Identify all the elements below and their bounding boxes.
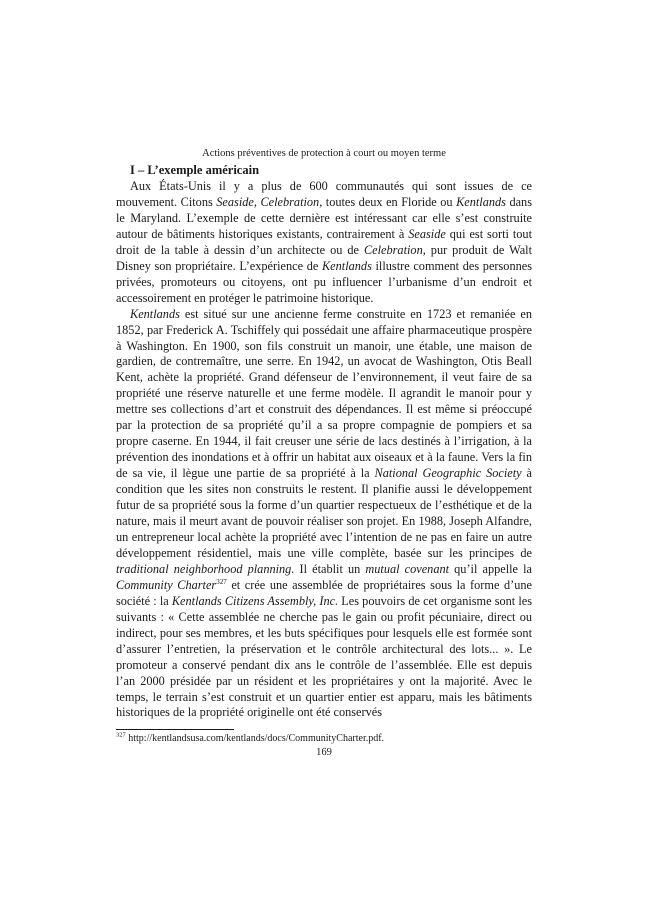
footnote-url: http://kentlandsusa.com/kentlands/docs/CommunityCharter.pdf.: [125, 733, 385, 745]
footnote-reference[interactable]: 327: [216, 577, 227, 586]
book-page: [116, 148, 532, 758]
paragraph-intro: Aux États-Unis il y a plus de 600 communautés qui sont issues de ce mouvement. Citons Seaside, Celebration, toutes deux en Floride ou Kentlands dans le Maryland. L’exemple de cette dernière est intéressant car elle s’est construite autour de bâtiments historiques existants, contrairement à Seaside qui est sorti tout droit de la table à dessin d’un architecte ou de Celebration, pur produit de Walt Disney son propriétaire. L’expérience de Kentlands illustre comment des personnes privées, promoteurs ou citoyens, ont pu influencer l’urbanisme d’un endroit et accessoirement en protéger le patrimoine historique.: [116, 179, 532, 305]
section-heading: I – L’exemple américain: [130, 163, 260, 177]
footnote: [116, 733, 532, 745]
footnote-number: 327: [116, 732, 126, 740]
footnote-divider: [116, 729, 234, 730]
page-number: 169: [316, 747, 332, 759]
paragraph-kentlands-history: Kentlands est situé sur une ancienne ferme construite en 1723 et remaniée en 1852, par Frederick A. Tschiffely qui possédait une affaire pharmaceutique prospère à Washington. En 1900, son fils construit un manoir, une étable, une maison de gardien, de contremaître, une serre. En 1942, un avocat de Washington, Otis Beall Kent, achète la propriété. Grand défenseur de l’environnement, il veut faire de sa propriété une réserve naturelle et une ferme modèle. Il agrandit le manoir pour y mettre ses collections d’art et construit des dépendances. Il est même si préoccupé par la protection de sa propriété qu’il a sa propre compagnie de pompiers et sa propre caserne. En 1944, il fait creuser une série de lacs destinés à l’irrigation, à la prévention des inondations et à offrir un habitat aux oiseaux et à la faune. Vers la fin de sa vie, il lègue une partie de sa propriété à la National Geographic Society à condition que les sites non construits le restent. Il planifie aussi le développement futur de sa propriété sous la forme d’un quartier respectueux de l’esthétique et de la nature, mais il meurt avant de pouvoir réaliser son projet. En 1988, Joseph Alfandre, un entrepreneur local achète la propriété avec l’intention de ne pas en faire un autre développement résidentiel, mais une ville complète, basée sur les principes de traditional neighborhood planning. Il établit un mutual covenant qu’il appelle la Community Charter$^{327}$ et crée une assemblée de propriétaires sous la forme d’une société : la Kentlands Citizens Assembly, Inc. Les pouvoirs de cet organisme sont les suivants : « Cette assemblée ne cherche pas le gain ou profit pécuniaire, direct ou indirect, pour ses membres, et les buts spécifiques pour lesquels elle est formée sont d’assurer l’entretien, la préservation et le contrôle architectural des lots... ». Le promoteur a conservé pendant dix ans le contrôle de l’assemblée. Elle est depuis l’an 2000 présidée par un résident et les propriétaires y ont la majorité. Avec le temps, le terrain s’est construit et un quartier entier est apparu, mais les bâtiments historiques de la propriété originelle ont été conservés: [116, 306, 532, 720]
running-head: Actions préventives de protection à court ou moyen terme: [202, 148, 446, 159]
